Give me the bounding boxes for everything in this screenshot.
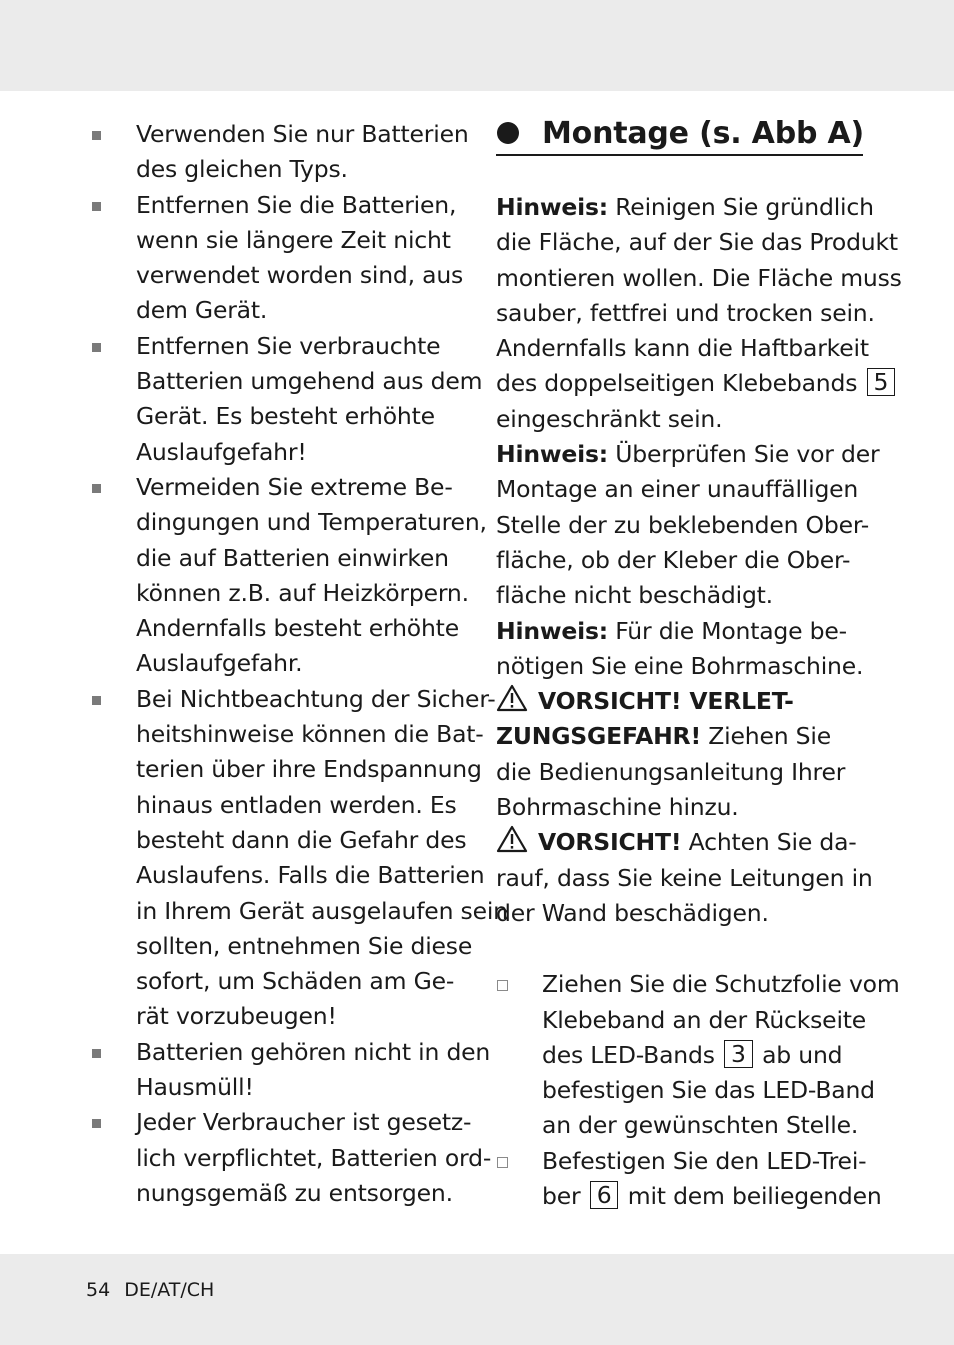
bullet-item: [90, 188, 470, 329]
bullet-text-line: Batterien umgehend aus dem: [136, 367, 483, 396]
bullet-text-line: Hausmüll!: [136, 1073, 254, 1102]
right-column: [496, 116, 902, 1214]
bullet-text-line: Bei Nichtbeachtung der Sicher-: [136, 684, 496, 713]
bullet-text-line: Entfernen Sie die Batterien,: [136, 190, 457, 219]
bullet-text-line: können z.B. auf Heizkörpern.: [136, 578, 469, 607]
bullet-text-line: Auslaufens. Falls die Batterien: [136, 861, 485, 890]
part-reference-5: 5: [867, 368, 896, 396]
hint-label: Hinweis:: [496, 440, 608, 469]
square-bullet-icon: [92, 484, 101, 493]
bullet-text-line: dingungen und Temperaturen,: [136, 508, 487, 537]
section-heading: [496, 116, 868, 156]
hint-paragraph-2: Hinweis: Überprüfen Sie vor der Montage an einer unauffälligen Stelle der zu beklebenden Ober- fläche, ob der Kleber die Ober- fläche nicht beschädigt.: [496, 440, 880, 610]
square-bullet-icon: [92, 1119, 101, 1128]
bullet-text-line: Jeder Verbraucher ist gesetz-: [136, 1108, 472, 1137]
square-bullet-icon: [92, 1049, 101, 1058]
bullet-text-line: wenn sie längere Zeit nicht: [136, 225, 451, 254]
bullet-text-line: nungsgemäß zu entsorgen.: [136, 1178, 453, 1207]
square-bullet-icon: [92, 343, 101, 352]
bullet-text-line: sollten, entnehmen Sie diese: [136, 931, 473, 960]
heading-underline: [496, 154, 863, 156]
bullet-text-line: Entfernen Sie verbrauchte: [136, 331, 441, 360]
warning-cables: VORSICHT! Achten Sie da- rauf, dass Sie keine Leitungen in der Wand beschädigen.: [496, 825, 868, 931]
bullet-text-line: Verwenden Sie nur Batterien: [136, 120, 469, 148]
bullet-text-line: sofort, um Schäden am Ge-: [136, 967, 455, 996]
left-column: [90, 117, 508, 1211]
bullet-item: [90, 1035, 491, 1106]
bullet-text-line: in Ihrem Gerät ausgelaufen sein: [136, 896, 508, 925]
step-item-1: Ziehen Sie die Schutzfolie vom Klebeband an der Rückseite des LED-Bands 3 ab und befestigen Sie das LED-Band an der gewünschten Stelle.: [496, 967, 868, 1143]
page-footer: [86, 1278, 214, 1302]
bullet-item: [90, 1105, 492, 1211]
square-bullet-icon: [92, 696, 101, 705]
bullet-item: [90, 329, 483, 470]
page-number: 54: [86, 1279, 111, 1301]
bullet-text-line: besteht dann die Gefahr des: [136, 825, 467, 854]
bullet-item: [90, 117, 470, 188]
hint-label: Hinweis:: [496, 193, 608, 221]
heading-bullet-icon: [497, 122, 519, 144]
bullet-item: [90, 682, 508, 1035]
bullet-text-line: Vermeiden Sie extreme Be-: [136, 472, 453, 501]
part-reference-3: 3: [724, 1040, 753, 1068]
bullet-text-line: Andernfalls besteht erhöhte: [136, 614, 459, 643]
bullet-text-line: lich verpflichtet, Batterien ord-: [136, 1143, 492, 1172]
square-bullet-icon: [92, 202, 101, 211]
warning-triangle-icon: [496, 825, 528, 853]
country-codes: DE/AT/CH: [124, 1279, 215, 1301]
bullet-text-line: rät vorzubeugen!: [136, 1002, 337, 1031]
bullet-text-line: Gerät. Es besteht erhöhte: [136, 402, 435, 431]
bullet-text-line: dem Gerät.: [136, 296, 268, 325]
warning-triangle-icon: [496, 684, 528, 712]
checkbox-square-icon: [497, 1157, 508, 1168]
square-bullet-icon: [92, 131, 101, 140]
bullet-item: [90, 470, 487, 682]
bullet-text-line: heitshinweise können die Bat-: [136, 720, 484, 749]
step-item-2: Befestigen Sie den LED-Trei- ber 6 mit dem beiliegenden: [496, 1144, 868, 1215]
bullet-text-line: hinaus entladen werden. Es: [136, 790, 457, 819]
bullet-text-line: Auslaufgefahr!: [136, 437, 307, 466]
warning-injury: VORSICHT! VERLET- ZUNGSGEFAHR! Ziehen Sie die Bedienungsanleitung Ihrer Bohrmaschine hinzu.: [496, 684, 868, 825]
part-reference-6: 6: [590, 1181, 619, 1209]
bullet-text-line: Batterien gehören nicht in den: [136, 1037, 491, 1066]
header-band: [0, 0, 954, 91]
bullet-text-line: die auf Batterien einwirken: [136, 543, 449, 572]
checkbox-square-icon: [497, 980, 508, 991]
bullet-text-line: terien über ihre Endspannung: [136, 755, 482, 784]
bullet-text-line: verwendet worden sind, aus: [136, 261, 464, 290]
bullet-text-line: Auslaufgefahr.: [136, 649, 303, 678]
hint-paragraph-1: Hinweis: Reinigen Sie gründlich die Fläche, auf der Sie das Produkt montieren wollen. Die Fläche muss sauber, fettfrei und trocken sein. Andernfalls kann die Haftbarkeit des doppelseitigen Klebebands 5 eingeschränkt sein.: [496, 193, 902, 433]
heading-text: Montage (s. Abb A): [542, 116, 865, 151]
bullet-text-line: des gleichen Typs.: [136, 155, 348, 184]
hint-paragraph-3: Hinweis: Für die Montage be- nötigen Sie eine Bohrmaschine.: [496, 616, 864, 680]
hint-label: Hinweis:: [496, 616, 608, 645]
